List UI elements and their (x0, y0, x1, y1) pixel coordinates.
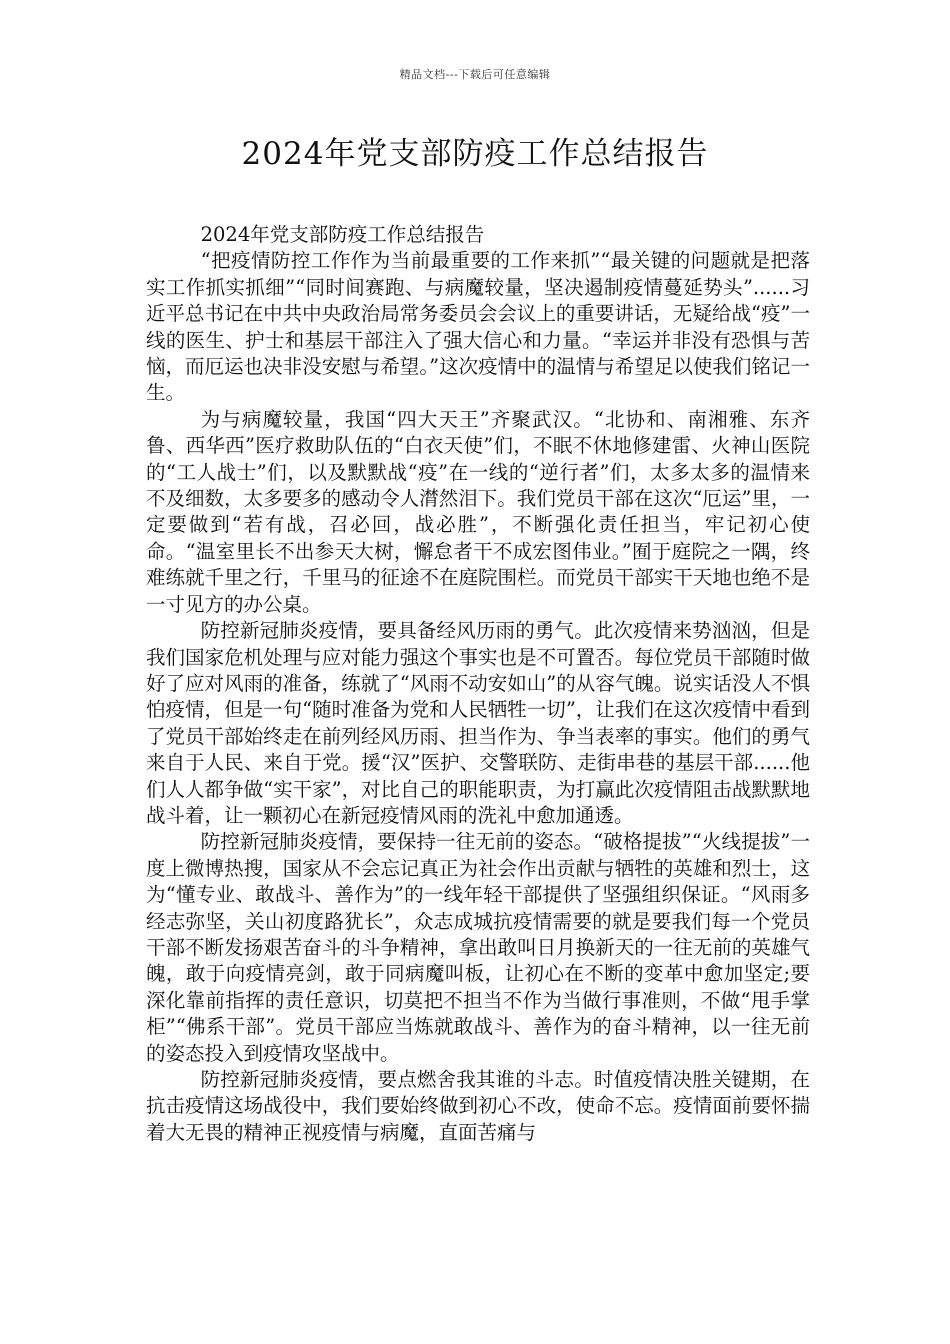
paragraph-1: “把疫情防控工作作为当前最重要的工作来抓”“最关键的问题就是把落实工作抓实抓细”“同时间赛跑、与病魔较量，坚决遏制疫情蔓延势头”......习近平总书记在中共中央政治局常务委员会会议上的重要讲话，无疑给战“疫”一线的医生、护士和基层干部注入了强大信心和力量。“幸运并非没有恐惧与苦恼，而厄运也决非没安慰与希望。”这次疫情中的温情与希望足以使我们铭记一生。 (146, 249, 810, 405)
paragraph-3: 防控新冠肺炎疫情，要具备经风历雨的勇气。此次疫情来势汹汹，但是我们国家危机处理与应对能力强这个事实也是不可置否。每位党员干部随时做好了应对风雨的准备，练就了“风雨不动安如山”的从容气魄。说实话没人不惧怕疫情，但是一句“随时准备为党和人民牺牲一切”，让我们在这次疫情中看到了党员干部始终走在前列经风历雨、担当作为、争当表率的事实。他们的勇气来自于人民、来自于党。援“汉”医护、交警联防、走街串巷的基层干部......他们人人都争做“实干家”，对比自己的职能职责，为打赢此次疫情阻击战默默地战斗着，让一颗初心在新冠疫情风雨的洗礼中愈加通透。 (146, 619, 810, 827)
document-title: 2024年党支部防疫工作总结报告 (241, 136, 709, 172)
header-note: 精品文档---下载后可任意编辑 (399, 68, 551, 81)
document-body (146, 222, 810, 1146)
paragraph-2: 为与病魔较量，我国“四大天王”齐聚武汉。“北协和、南湘雅、东齐鲁、西华西”医疗救助队伍的“白衣天使”们，不眠不休地修建雷、火神山医院的“工人战士”们，以及默默战“疫”在一线的“逆行者”们，太多太多的温情来不及细数，太多要多的感动令人潸然泪下。我们党员干部在这次“厄运”里，一定要做到“若有战，召必回，战必胜”，不断强化责任担当，牢记初心使命。“温室里长不出参天大树，懈怠者干不成宏图伟业。”囿于庭院之一隅，终难练就千里之行，千里马的征途不在庭院围栏。而党员干部实干天地也绝不是一寸见方的办公桌。 (146, 407, 810, 616)
paragraph-4: 防控新冠肺炎疫情，要保持一往无前的姿态。“破格提拔”“火线提拔”一度上微博热搜，国家从不会忘记真正为社会作出贡献与牺牲的英雄和烈士，这为“懂专业、敢战斗、善作为”的一线年轻干部提供了坚强组织保证。“风雨多经志弥坚，关山初度路犹长”，众志成城抗疫情需要的就是要我们每一个党员干部不断发扬艰苦奋斗的斗争精神，拿出敢叫日月换新天的一往无前的英雄气魄，敢于向疫情亮剑，敢于同病魔叫板，让初心在不断的变革中愈加坚定;要深化靠前指挥的责任意识，切莫把不担当不作为当做行事准则，不做“甩手掌柜”“佛系干部”。党员干部应当炼就敢战斗、善作为的奋斗精神，以一往无前的姿态投入到疫情攻坚战中。 (146, 830, 810, 1065)
document-subtitle: 2024年党支部防疫工作总结报告 (200, 223, 485, 246)
paragraph-5: 防控新冠肺炎疫情，要点燃舍我其谁的斗志。时值疫情决胜关键期，在抗击疫情这场战役中，我们要始终做到初心不改，使命不忘。疫情面前要怀揣着大无畏的精神正视疫情与病魔，直面苦痛与 (146, 1068, 810, 1144)
